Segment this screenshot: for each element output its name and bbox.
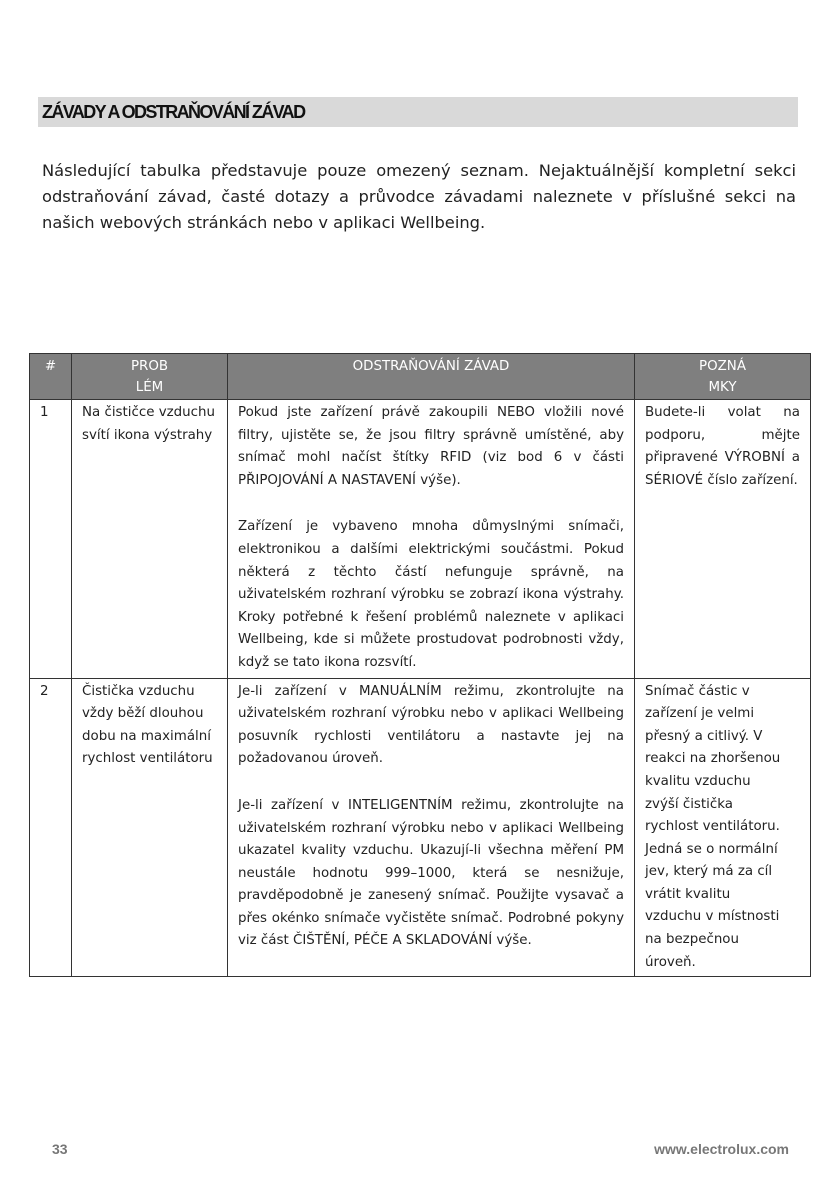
- fix-paragraph: Pokud jste zařízení právě zakoupili NEBO vložili nové filtry, ujistěte se, že jsou filtry správně umístěné, aby snímač mohl načíst štítky RFID (viz bod 6 v části PŘIPOJOVÁNÍ A NASTAVENÍ výše).: [238, 405, 624, 488]
- fix-paragraph: Je-li zařízení v MANUÁLNÍM režimu, zkontrolujte na uživatelském rozhraní výrobku nebo v aplikaci Wellbeing posuvník rychlosti ventilátoru a nastavte jej na požadovanou úroveň.: [238, 683, 624, 767]
- header-notes: POZNÁ MKY: [635, 354, 811, 400]
- table-row: [30, 400, 811, 679]
- fix-paragraph: Zařízení je vybaveno mnoha důmyslnými snímači, elektronikou a dalšími elektrickými součástmi. Pokud některá z těchto částí nefunguje správně, na uživatelském rozhraní výrobku se zobrazí ikona výstrahy. Kroky potřebné k řešení problémů naleznete v aplikaci Wellbeing, kde si můžete prostudovat podrobnosti vždy, když se tato ikona rozsvítí.: [238, 519, 624, 670]
- header-problem: PROB LÉM: [72, 354, 228, 400]
- row-number: 1: [30, 400, 72, 679]
- intro-paragraph: Následující tabulka představuje pouze omezený seznam. Nejaktuálnější kompletní sekci odstraňování závad, časté dotazy a průvodce závadami naleznete v příslušné sekci na našich webových stránkách nebo v aplikaci Wellbeing.: [42, 161, 796, 232]
- footer-url: www.electrolux.com: [654, 1141, 789, 1157]
- row-fix: [228, 678, 635, 977]
- row-problem: Čistička vzduchu vždy běží dlouhou dobu na maximální rychlost ventilátoru: [72, 678, 228, 977]
- row-problem: Na čističce vzduchu svítí ikona výstrahy: [72, 400, 228, 679]
- section-heading: ZÁVADY A ODSTRAŇOVÁNÍ ZÁVAD: [42, 102, 305, 122]
- troubleshooting-table: [29, 353, 811, 977]
- table-header-row: [30, 354, 811, 400]
- fix-paragraph: Je-li zařízení v INTELIGENTNÍM režimu, zkontrolujte na uživatelském rozhraní výrobku nebo v aplikaci Wellbeing ukazatel kvality vzduchu. Ukazují-li všechna měření PM neustále hodnotu 999–1000, která se nesnižuje, pravděpodobně je zanesený snímač. Použijte vysavač a přes okénko snímače vyčistěte snímač. Podrobné pokyny viz část ČIŠTĚNÍ, PÉČE A SKLADOVÁNÍ výše.: [238, 797, 624, 949]
- section-heading-bar: [38, 97, 798, 127]
- table-row: [30, 678, 811, 977]
- page-number: 33: [52, 1141, 68, 1157]
- row-number: 2: [30, 678, 72, 977]
- header-number: #: [30, 354, 72, 400]
- row-fix: [228, 400, 635, 679]
- header-troubleshooting: ODSTRAŇOVÁNÍ ZÁVAD: [228, 354, 635, 400]
- row-note: Budete-li volat na podporu, mějte připravené VÝROBNÍ a SÉRIOVÉ číslo zařízení.: [635, 400, 811, 679]
- row-note: Snímač částic v zařízení je velmi přesný a citlivý. V reakci na zhoršenou kvalitu vzduchu zvýší čistička rychlost ventilátoru. Jedná se o normální jev, který má za cíl vrátit kvalitu vzduchu v místnosti na bezpečnou úroveň.: [635, 678, 811, 977]
